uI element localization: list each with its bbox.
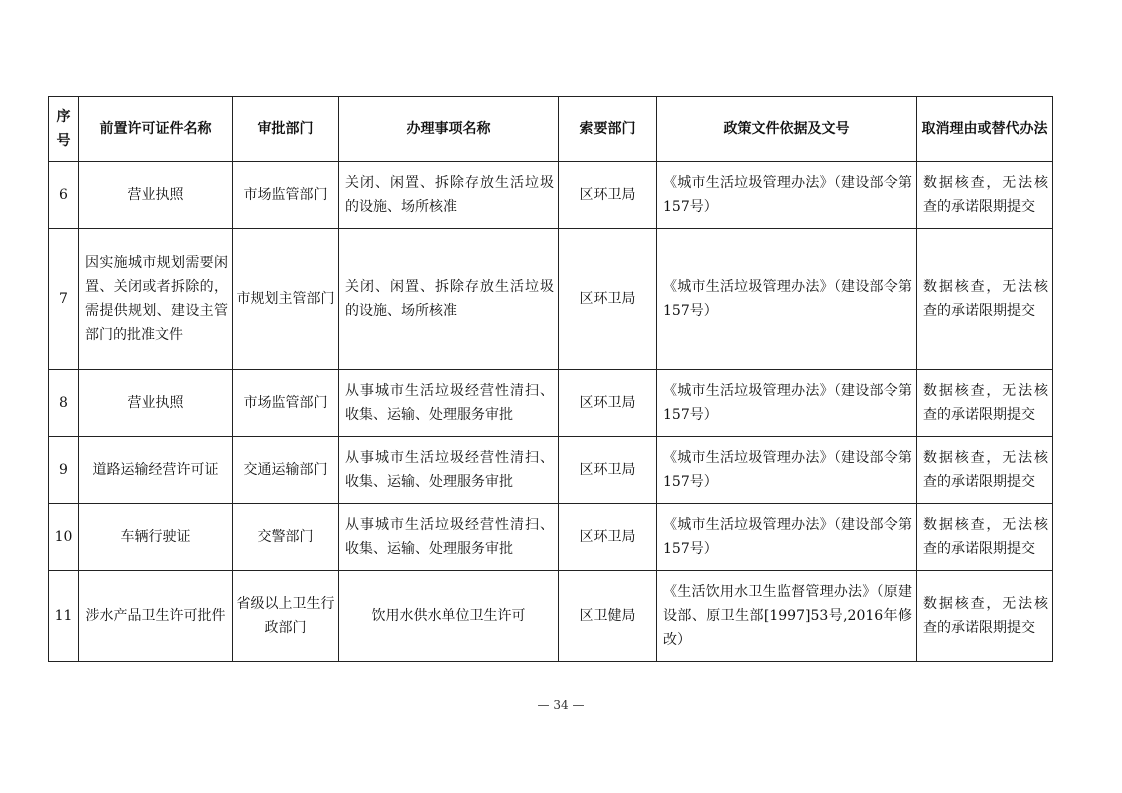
row-license: 营业执照	[79, 162, 233, 229]
table-row	[49, 504, 1053, 571]
row-requesting-dept: 区环卫局	[559, 370, 657, 437]
row-reason: 数据核查，无法核查的承诺限期提交	[917, 571, 1053, 662]
row-approval-dept: 市场监管部门	[233, 370, 339, 437]
row-approval-dept: 市规划主管部门	[233, 229, 339, 370]
row-license: 道路运输经营许可证	[79, 437, 233, 504]
row-policy: 《城市生活垃圾管理办法》（建设部令第157号）	[657, 370, 917, 437]
row-requesting-dept: 区环卫局	[559, 229, 657, 370]
header-approval-department: 审批部门	[233, 97, 339, 162]
row-matter: 关闭、闲置、拆除存放生活垃圾的设施、场所核准	[339, 229, 559, 370]
header-seq-no: 序号	[49, 97, 79, 162]
permit-table	[48, 96, 1053, 662]
row-matter: 从事城市生活垃圾经营性清扫、收集、运输、处理服务审批	[339, 504, 559, 571]
row-license: 营业执照	[79, 370, 233, 437]
row-policy: 《城市生活垃圾管理办法》（建设部令第157号）	[657, 162, 917, 229]
header-policy-basis: 政策文件依据及文号	[657, 97, 917, 162]
header-requesting-department: 索要部门	[559, 97, 657, 162]
row-seq-no: 10	[49, 504, 79, 571]
table-row	[49, 229, 1053, 370]
row-approval-dept: 省级以上卫生行政部门	[233, 571, 339, 662]
table-header-row	[49, 97, 1053, 162]
row-approval-dept: 市场监管部门	[233, 162, 339, 229]
row-license: 因实施城市规划需要闲置、关闭或者拆除的，需提供规划、建设主管部门的批准文件	[79, 229, 233, 370]
row-policy: 《城市生活垃圾管理办法》（建设部令第157号）	[657, 504, 917, 571]
table-row	[49, 571, 1053, 662]
row-reason: 数据核查，无法核查的承诺限期提交	[917, 229, 1053, 370]
row-matter: 饮用水供水单位卫生许可	[339, 571, 559, 662]
row-license: 车辆行驶证	[79, 504, 233, 571]
row-reason: 数据核查，无法核查的承诺限期提交	[917, 370, 1053, 437]
row-license: 涉水产品卫生许可批件	[79, 571, 233, 662]
row-matter: 关闭、闲置、拆除存放生活垃圾的设施、场所核准	[339, 162, 559, 229]
table-row	[49, 437, 1053, 504]
row-policy: 《生活饮用水卫生监督管理办法》（原建设部、原卫生部[1997]53号,2016年修改）	[657, 571, 917, 662]
row-reason: 数据核查，无法核查的承诺限期提交	[917, 504, 1053, 571]
table-row	[49, 370, 1053, 437]
row-reason: 数据核查，无法核查的承诺限期提交	[917, 437, 1053, 504]
page-number: — 34 —	[537, 698, 585, 712]
table-row	[49, 162, 1053, 229]
row-seq-no: 6	[49, 162, 79, 229]
row-requesting-dept: 区环卫局	[559, 162, 657, 229]
row-seq-no: 8	[49, 370, 79, 437]
row-requesting-dept: 区环卫局	[559, 504, 657, 571]
row-reason: 数据核查，无法核查的承诺限期提交	[917, 162, 1053, 229]
header-matter-name: 办理事项名称	[339, 97, 559, 162]
header-cancellation-reason: 取消理由或替代办法	[917, 97, 1053, 162]
row-seq-no: 7	[49, 229, 79, 370]
row-policy: 《城市生活垃圾管理办法》（建设部令第157号）	[657, 229, 917, 370]
row-seq-no: 11	[49, 571, 79, 662]
row-requesting-dept: 区卫健局	[559, 571, 657, 662]
row-approval-dept: 交通运输部门	[233, 437, 339, 504]
row-matter: 从事城市生活垃圾经营性清扫、收集、运输、处理服务审批	[339, 437, 559, 504]
row-matter: 从事城市生活垃圾经营性清扫、收集、运输、处理服务审批	[339, 370, 559, 437]
header-prerequisite-license: 前置许可证件名称	[79, 97, 233, 162]
row-seq-no: 9	[49, 437, 79, 504]
row-policy: 《城市生活垃圾管理办法》（建设部令第157号）	[657, 437, 917, 504]
row-requesting-dept: 区环卫局	[559, 437, 657, 504]
row-approval-dept: 交警部门	[233, 504, 339, 571]
